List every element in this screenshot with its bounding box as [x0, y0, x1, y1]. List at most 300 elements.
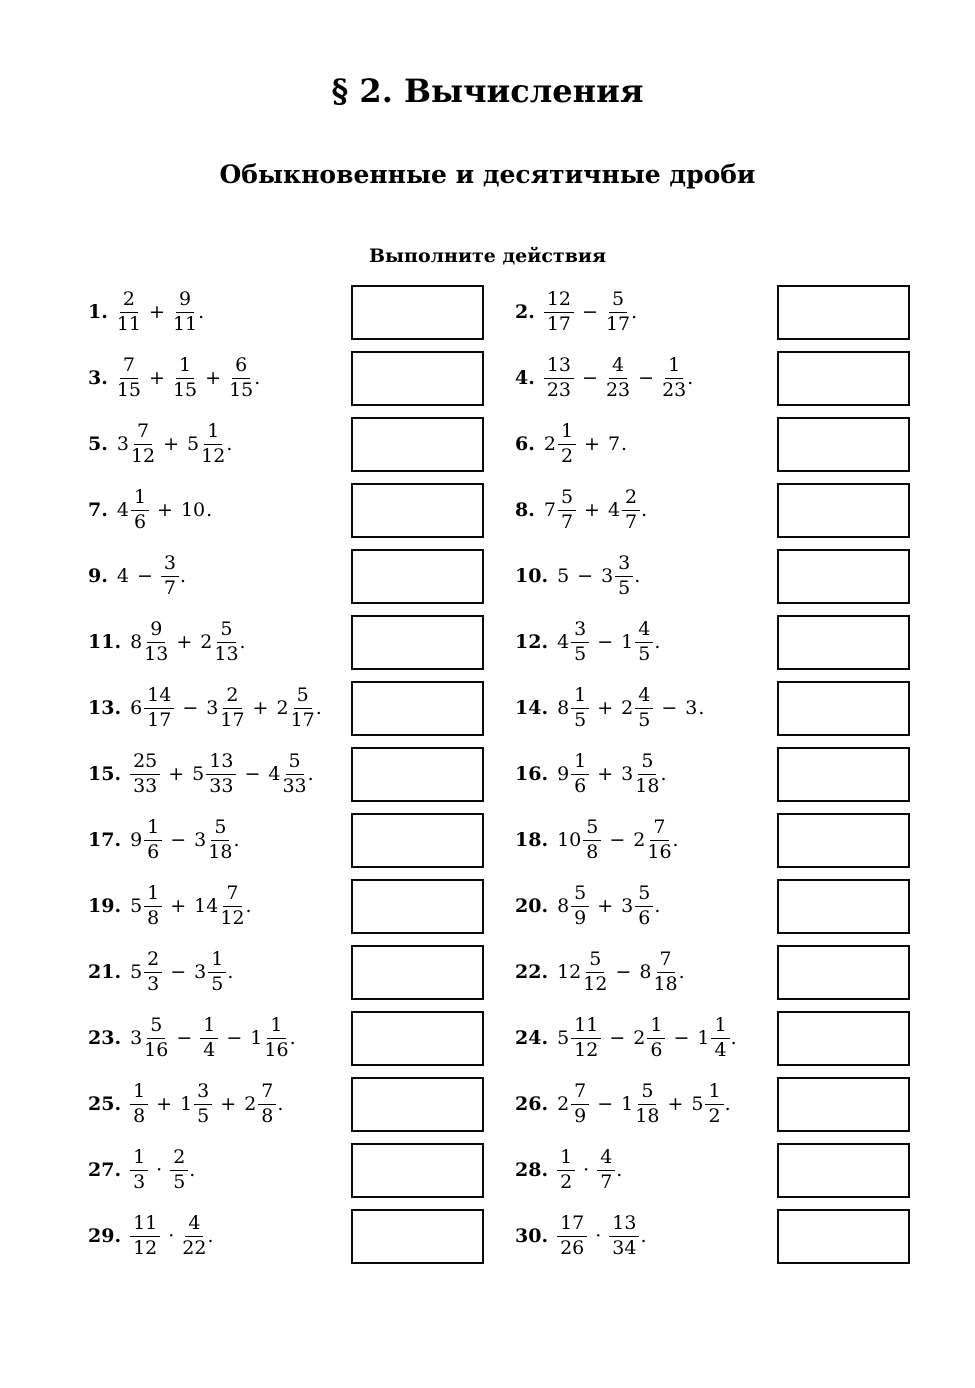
problem-21	[88, 939, 351, 1005]
operator: +	[597, 697, 614, 719]
denominator: 8	[147, 906, 160, 929]
denominator: 17	[220, 708, 245, 731]
denominator: 26	[560, 1236, 585, 1259]
operator: ·	[583, 1159, 590, 1181]
period: .	[206, 499, 213, 521]
fraction	[557, 1147, 575, 1193]
problem-2	[485, 279, 777, 345]
denominator: 15	[116, 378, 142, 401]
problem-5	[88, 411, 351, 477]
operator: +	[584, 499, 600, 521]
fraction	[711, 1015, 729, 1061]
fraction	[182, 1213, 206, 1259]
fraction	[544, 355, 574, 401]
answer-box-26[interactable]	[777, 1077, 910, 1132]
denominator: 6	[638, 906, 651, 929]
numerator: 1	[558, 421, 576, 444]
answer-box-13[interactable]	[351, 681, 484, 736]
answer-box-11[interactable]	[351, 615, 484, 670]
whole-number: 4	[116, 499, 129, 521]
numerator: 5	[635, 883, 653, 906]
numerator: 1	[176, 355, 194, 378]
denominator: 11	[172, 312, 198, 335]
operator: +	[170, 895, 187, 917]
fraction	[635, 883, 653, 929]
numerator: 2	[170, 1147, 188, 1170]
operator: −	[170, 829, 187, 851]
numerator: 6	[232, 355, 250, 378]
problems-grid	[0, 279, 975, 1269]
problem-number: 28.	[515, 1159, 549, 1181]
denominator: 11	[116, 312, 142, 335]
period: .	[254, 367, 261, 389]
numerator: 13	[544, 355, 574, 378]
operator: +	[252, 697, 269, 719]
denominator: 12	[220, 906, 245, 929]
operator: −	[615, 961, 632, 983]
problem-15	[88, 741, 351, 807]
problem-number: 3.	[88, 367, 108, 389]
fraction	[144, 949, 162, 995]
numerator: 1	[130, 1081, 148, 1104]
numerator: 1	[647, 1015, 665, 1038]
operator: +	[168, 763, 185, 785]
fraction	[647, 817, 671, 863]
denominator: 34	[612, 1236, 637, 1259]
answer-box-24[interactable]	[777, 1011, 910, 1066]
denominator: 22	[182, 1236, 207, 1259]
whole-number: 10	[557, 829, 582, 851]
answer-box-1[interactable]	[351, 285, 484, 340]
problem-number: 2.	[515, 301, 535, 323]
problem-number: 13.	[88, 697, 122, 719]
denominator: 16	[144, 1038, 169, 1061]
period: .	[640, 1225, 647, 1247]
operator: +	[597, 763, 614, 785]
whole-number: 2	[557, 1093, 570, 1115]
whole-number: 2	[276, 697, 289, 719]
denominator: 17	[605, 312, 631, 335]
denominator: 7	[625, 510, 638, 533]
denominator: 7	[600, 1170, 613, 1193]
fraction	[208, 817, 232, 863]
whole-number: 3	[621, 895, 634, 917]
denominator: 13	[144, 642, 169, 665]
instruction-heading: Выполните действия	[368, 245, 607, 267]
fraction	[622, 487, 640, 533]
fraction	[220, 685, 244, 731]
answer-box-28[interactable]	[777, 1143, 910, 1198]
problem-13	[88, 675, 351, 741]
answer-box-2[interactable]	[777, 285, 910, 340]
denominator: 9	[574, 1104, 587, 1127]
fraction	[558, 487, 576, 533]
numerator: 1	[144, 883, 162, 906]
denominator: 12	[133, 1236, 158, 1259]
denominator: 5	[638, 642, 651, 665]
problem-26	[485, 1071, 777, 1137]
numerator: 1	[571, 685, 589, 708]
denominator: 2	[560, 444, 574, 467]
period: .	[207, 1225, 214, 1247]
period: .	[179, 565, 186, 587]
answer-box-27[interactable]	[351, 1143, 484, 1198]
problem-23	[88, 1005, 351, 1071]
operator: −	[176, 1027, 193, 1049]
period: .	[227, 961, 234, 983]
denominator: 8	[261, 1104, 274, 1127]
operator: +	[163, 433, 180, 455]
period: .	[654, 631, 661, 653]
operator: −	[136, 565, 153, 587]
whole-number: 10	[180, 499, 206, 521]
numerator: 5	[638, 751, 656, 774]
whole-number: 5	[557, 1027, 570, 1049]
operator: +	[667, 1093, 684, 1115]
fraction	[705, 1081, 723, 1127]
answer-box-20[interactable]	[777, 879, 910, 934]
fraction	[635, 751, 659, 797]
fraction	[291, 685, 315, 731]
denominator: 16	[647, 840, 672, 863]
fraction	[206, 751, 236, 797]
fraction	[597, 1147, 615, 1193]
numerator: 7	[258, 1081, 276, 1104]
whole-number: 2	[244, 1093, 257, 1115]
problem-20	[485, 873, 777, 939]
whole-number: 4	[607, 499, 621, 521]
whole-number: 8	[130, 631, 143, 653]
numerator: 5	[217, 619, 235, 642]
fraction	[583, 817, 601, 863]
whole-number: 4	[557, 631, 570, 653]
operator: −	[597, 631, 614, 653]
operator: ·	[595, 1225, 602, 1247]
denominator: 5	[618, 576, 631, 599]
numerator: 7	[571, 1081, 589, 1104]
fraction	[117, 289, 141, 335]
whole-number: 3	[194, 829, 207, 851]
problem-4	[485, 345, 777, 411]
denominator: 6	[574, 774, 587, 797]
fraction	[130, 1147, 148, 1193]
period: .	[672, 829, 679, 851]
problem-19	[88, 873, 351, 939]
whole-number: 5	[130, 895, 143, 917]
problem-number: 4.	[515, 367, 535, 389]
answer-box-21[interactable]	[351, 945, 484, 1000]
operator: −	[170, 961, 187, 983]
fraction	[264, 1015, 288, 1061]
period: .	[616, 1159, 623, 1181]
period: .	[239, 631, 246, 653]
operator: −	[661, 697, 678, 719]
operator: +	[157, 499, 173, 521]
numerator: 5	[211, 817, 229, 840]
numerator: 9	[147, 619, 165, 642]
fraction	[571, 751, 589, 797]
problem-8	[485, 477, 777, 543]
period: .	[634, 565, 641, 587]
answer-box-25[interactable]	[351, 1077, 484, 1132]
period: .	[730, 1027, 737, 1049]
period: .	[660, 763, 667, 785]
answer-box-5[interactable]	[351, 417, 484, 472]
numerator: 2	[223, 685, 241, 708]
denominator: 17	[546, 312, 572, 335]
denominator: 8	[586, 840, 599, 863]
answer-box-14[interactable]	[777, 681, 910, 736]
fraction	[214, 619, 238, 665]
problem-27	[88, 1137, 351, 1203]
numerator: 7	[134, 421, 152, 444]
period: .	[678, 961, 685, 983]
numerator: 3	[161, 553, 179, 576]
operator: −	[182, 697, 199, 719]
numerator: 2	[120, 289, 138, 312]
denominator: 15	[172, 378, 198, 401]
operator: −	[582, 367, 598, 389]
operator: −	[673, 1027, 690, 1049]
denominator: 5	[197, 1104, 210, 1127]
whole-number: 14	[194, 895, 219, 917]
period: .	[631, 301, 638, 323]
denominator: 7	[163, 576, 176, 599]
numerator: 3	[194, 1081, 212, 1104]
numerator: 25	[130, 751, 160, 774]
denominator: 6	[133, 510, 147, 533]
answer-box-12[interactable]	[777, 615, 910, 670]
denominator: 18	[208, 840, 233, 863]
denominator: 5	[211, 972, 224, 995]
fraction	[144, 883, 162, 929]
fraction	[647, 1015, 665, 1061]
whole-number: 2	[633, 1027, 646, 1049]
numerator: 1	[711, 1015, 729, 1038]
whole-number: 1	[621, 1093, 634, 1115]
answer-box-29[interactable]	[351, 1209, 484, 1264]
numerator: 1	[204, 421, 222, 444]
answer-box-4[interactable]	[777, 351, 910, 406]
fraction	[558, 421, 576, 467]
fraction	[635, 685, 653, 731]
period: .	[245, 895, 252, 917]
whole-number: 3	[194, 961, 207, 983]
whole-number: 5	[691, 1093, 704, 1115]
problem-number: 18.	[515, 829, 549, 851]
denominator: 23	[546, 378, 572, 401]
period: .	[724, 1093, 731, 1115]
fraction	[583, 949, 607, 995]
denominator: 5	[574, 642, 587, 665]
numerator: 1	[267, 1015, 285, 1038]
operator: ·	[156, 1159, 163, 1181]
fraction	[130, 1213, 160, 1259]
fraction	[130, 751, 160, 797]
period: .	[641, 499, 648, 521]
whole-number: 1	[250, 1027, 263, 1049]
problem-10	[485, 543, 777, 609]
period: .	[189, 1159, 196, 1181]
answer-box-18[interactable]	[777, 813, 910, 868]
numerator: 1	[208, 949, 226, 972]
denominator: 33	[133, 774, 158, 797]
fraction	[662, 355, 686, 401]
answer-box-15[interactable]	[351, 747, 484, 802]
denominator: 18	[653, 972, 678, 995]
denominator: 18	[635, 774, 660, 797]
fraction	[635, 1081, 659, 1127]
numerator: 13	[609, 1213, 639, 1236]
fraction	[201, 421, 225, 467]
period: .	[654, 895, 661, 917]
fraction	[571, 685, 589, 731]
whole-number: 5	[187, 433, 200, 455]
numerator: 5	[583, 817, 601, 840]
fraction	[144, 619, 168, 665]
problem-28	[485, 1137, 777, 1203]
answer-box-23[interactable]	[351, 1011, 484, 1066]
period: .	[621, 433, 628, 455]
answer-box-19[interactable]	[351, 879, 484, 934]
denominator: 8	[133, 1104, 146, 1127]
problem-number: 8.	[515, 499, 535, 521]
operator: −	[582, 301, 598, 323]
whole-number: 8	[557, 697, 570, 719]
whole-number: 3	[621, 763, 634, 785]
fraction	[173, 355, 197, 401]
answer-box-3[interactable]	[351, 351, 484, 406]
numerator: 4	[635, 619, 653, 642]
operator: −	[609, 1027, 626, 1049]
fraction	[557, 1213, 587, 1259]
period: .	[198, 301, 205, 323]
answer-box-10[interactable]	[777, 549, 910, 604]
denominator: 4	[714, 1038, 727, 1061]
fraction	[131, 421, 155, 467]
problem-number: 27.	[88, 1159, 122, 1181]
whole-number: 8	[557, 895, 570, 917]
operator: +	[156, 1093, 173, 1115]
numerator: 2	[144, 949, 162, 972]
whole-number: 3	[130, 1027, 143, 1049]
numerator: 5	[586, 949, 604, 972]
numerator: 1	[705, 1081, 723, 1104]
numerator: 5	[147, 1015, 165, 1038]
denominator: 5	[574, 708, 587, 731]
problem-17	[88, 807, 351, 873]
problem-12	[485, 609, 777, 675]
whole-number: 3	[685, 697, 698, 719]
whole-number: 9	[130, 829, 143, 851]
answer-box-30[interactable]	[777, 1209, 910, 1264]
denominator: 7	[560, 510, 574, 533]
problem-number: 24.	[515, 1027, 549, 1049]
problem-6	[485, 411, 777, 477]
whole-number: 1	[697, 1027, 710, 1049]
whole-number: 4	[268, 763, 281, 785]
fraction	[635, 619, 653, 665]
fraction	[200, 1015, 218, 1061]
problem-number: 25.	[88, 1093, 122, 1115]
problem-29	[88, 1203, 351, 1269]
fraction	[161, 553, 179, 599]
problem-number: 11.	[88, 631, 122, 653]
numerator: 1	[131, 487, 149, 510]
denominator: 3	[133, 1170, 146, 1193]
answer-box-17[interactable]	[351, 813, 484, 868]
answer-box-22[interactable]	[777, 945, 910, 1000]
denominator: 23	[662, 378, 687, 401]
answer-box-7[interactable]	[351, 483, 484, 538]
fraction	[609, 1213, 639, 1259]
answer-box-9[interactable]	[351, 549, 484, 604]
problem-number: 12.	[515, 631, 549, 653]
answer-box-16[interactable]	[777, 747, 910, 802]
numerator: 4	[635, 685, 653, 708]
denominator: 18	[635, 1104, 660, 1127]
whole-number: 5	[192, 763, 205, 785]
operator: +	[149, 367, 165, 389]
numerator: 17	[557, 1213, 587, 1236]
denominator: 2	[560, 1170, 573, 1193]
denominator: 33	[209, 774, 234, 797]
fraction	[173, 289, 197, 335]
problem-number: 26.	[515, 1093, 549, 1115]
numerator: 4	[597, 1147, 615, 1170]
period: .	[226, 433, 233, 455]
denominator: 23	[605, 378, 631, 401]
fraction	[208, 949, 226, 995]
denominator: 6	[147, 840, 160, 863]
whole-number: 1	[180, 1093, 193, 1115]
operator: +	[149, 301, 165, 323]
numerator: 1	[571, 751, 589, 774]
problem-number: 10.	[515, 565, 549, 587]
whole-number: 7	[543, 499, 556, 521]
chapter-subtitle: Обыкновенные и десятичные дроби	[219, 160, 756, 189]
operator: +	[176, 631, 193, 653]
problem-number: 19.	[88, 895, 122, 917]
fraction	[229, 355, 253, 401]
fraction	[282, 751, 306, 797]
fraction	[131, 487, 149, 533]
fraction	[653, 949, 677, 995]
whole-number: 4	[116, 565, 129, 587]
numerator: 1	[130, 1147, 148, 1170]
denominator: 15	[229, 378, 254, 401]
operator: +	[205, 367, 222, 389]
problem-number: 16.	[515, 763, 549, 785]
denominator: 12	[583, 972, 608, 995]
fraction	[117, 355, 141, 401]
answer-box-6[interactable]	[777, 417, 910, 472]
fraction	[615, 553, 633, 599]
numerator: 11	[130, 1213, 160, 1236]
numerator: 13	[206, 751, 236, 774]
denominator: 4	[203, 1038, 216, 1061]
numerator: 5	[558, 487, 576, 510]
problem-number: 9.	[88, 565, 108, 587]
problem-18	[485, 807, 777, 873]
answer-box-8[interactable]	[777, 483, 910, 538]
problem-number: 22.	[515, 961, 549, 983]
denominator: 5	[173, 1170, 186, 1193]
denominator: 5	[638, 708, 651, 731]
denominator: 6	[650, 1038, 663, 1061]
operator: +	[584, 433, 600, 455]
numerator: 1	[200, 1015, 218, 1038]
